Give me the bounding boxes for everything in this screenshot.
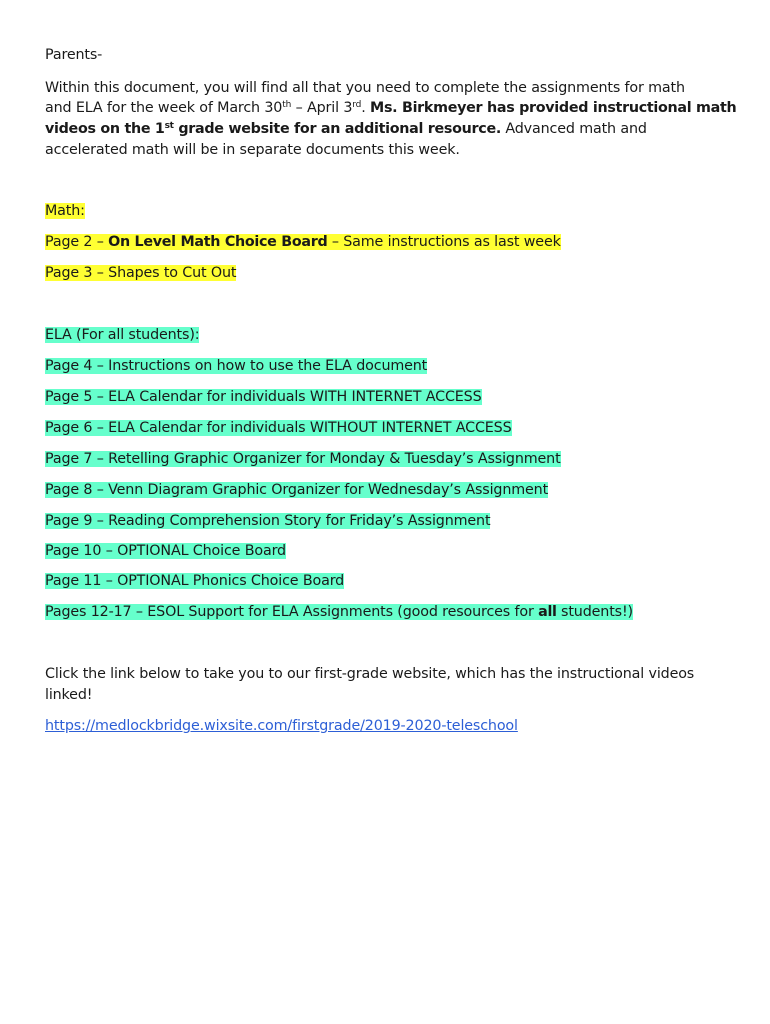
math-item-page3 [45,263,236,283]
ela-item-text: Page 7 – Retelling Graphic Organizer for Monday & Tuesday’s Assignment [45,451,561,467]
ela-item-text: Page 10 – OPTIONAL Choice Board [45,543,286,559]
ela-item [45,449,561,469]
ela-item [45,480,548,500]
intro-line-4: accelerated math will be in separate documents this week. [45,142,460,158]
ela-item-text: Page 6 – ELA Calendar for individuals WITHOUT INTERNET ACCESS [45,420,512,436]
math-heading-text: Math: [45,203,85,219]
closing-line-1: Click the link below to take you to our first-grade website, which has the instructional videos [45,666,695,682]
intro-text: Advanced math and [500,121,647,137]
ela-item [45,511,490,531]
ela-heading [45,325,199,345]
ela-item-bold: all [538,604,557,620]
ela-item-esol [45,602,633,622]
ela-item [45,356,427,376]
ela-item-text: Pages 12-17 – ESOL Support for ELA Assignments (good resources for [45,604,539,620]
superscript: rd [352,100,362,110]
math-item-page2 [45,232,561,252]
intro-line-3 [45,119,647,139]
greeting: Parents- [45,47,103,63]
superscript: st [164,121,174,131]
website-link-line [45,716,518,736]
ela-item-text: Page 5 – ELA Calendar for individuals WITH INTERNET ACCESS [45,389,482,405]
ela-item [45,418,512,438]
intro-text: – April 3 [291,100,353,116]
ela-item [45,541,286,561]
math-item-text: Page 2 – [45,234,109,250]
intro-bold-text: videos on the 1 [45,121,165,137]
closing-line-2: linked! [45,687,93,703]
intro-text: and ELA for the week of March 30 [45,100,283,116]
math-item-bold: On Level Math Choice Board [108,234,328,250]
ela-item-text: Page 9 – Reading Comprehension Story for Friday’s Assignment [45,513,491,529]
ela-item [45,387,482,407]
ela-item-highlight [45,604,633,620]
intro-bold-text: grade website for an additional resource. [173,121,501,137]
superscript: th [282,100,292,110]
ela-item-text: Page 11 – OPTIONAL Phonics Choice Board [45,573,345,589]
intro-line-2 [45,98,736,118]
intro-text: . [361,100,371,116]
intro-line-1: Within this document, you will find all that you need to complete the assignments for math [45,80,685,96]
math-heading [45,201,85,221]
ela-item-text: students!) [556,604,633,620]
math-item-highlight [45,234,561,250]
website-link[interactable]: https://medlockbridge.wixsite.com/firstgrade/2019-2020-teleschool [45,718,518,734]
ela-item [45,571,344,591]
ela-item-text: Page 8 – Venn Diagram Graphic Organizer for Wednesday’s Assignment [45,482,549,498]
math-item-text: Page 3 – Shapes to Cut Out [45,265,237,281]
ela-heading-text: ELA (For all students): [45,327,200,343]
intro-bold-text: Ms. Birkmeyer has provided instructional math [370,100,737,116]
math-item-text: – Same instructions as last week [327,234,561,250]
ela-item-text: Page 4 – Instructions on how to use the ELA document [45,358,428,374]
